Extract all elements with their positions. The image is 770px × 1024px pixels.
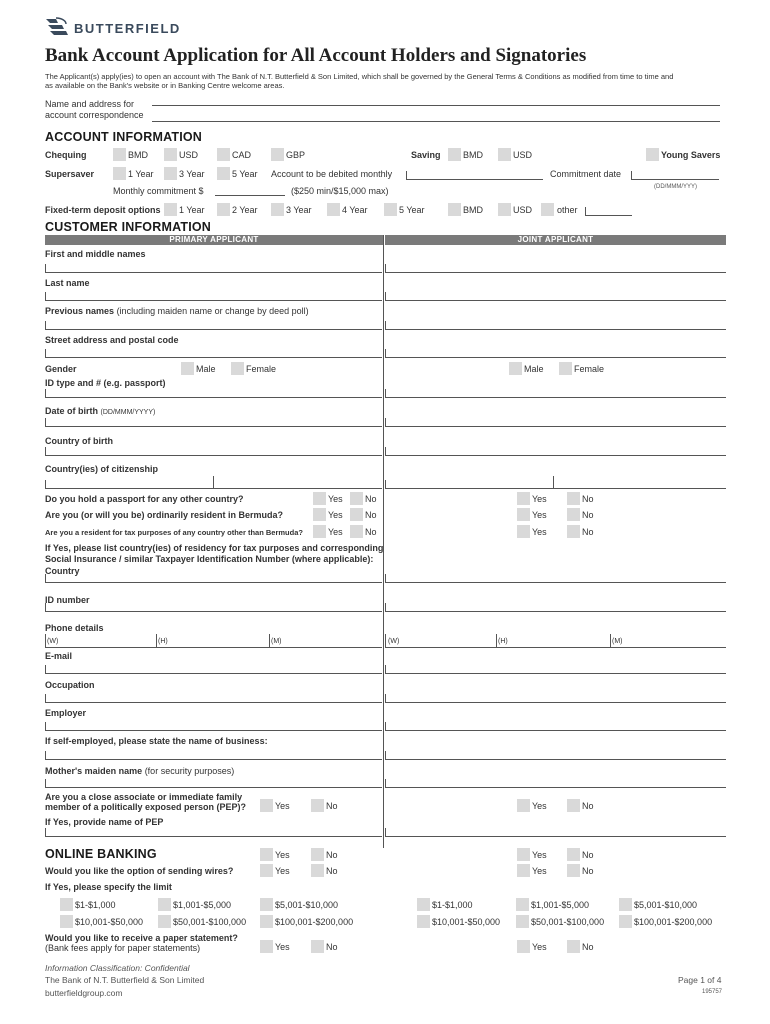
- supersaver-label: Supersaver: [45, 169, 95, 179]
- field-tick: [585, 207, 586, 215]
- joint-yes-checkbox[interactable]: [517, 508, 530, 521]
- joint-no-checkbox[interactable]: [567, 525, 580, 538]
- joint-field-tick: [385, 722, 386, 730]
- country-birth-label: Country of birth: [45, 436, 113, 446]
- primary-yes-checkbox[interactable]: [260, 848, 273, 861]
- joint-no-checkbox[interactable]: [567, 940, 580, 953]
- joint-field-3[interactable]: [385, 357, 726, 358]
- joint-limit-checkbox[interactable]: [417, 898, 430, 911]
- self-employed-label: If self-employed, please state the name of business:: [45, 736, 268, 746]
- primary-yes-checkbox[interactable]: [313, 492, 326, 505]
- fixed-2yr-checkbox[interactable]: [217, 203, 230, 216]
- primary-field-tick: [45, 722, 46, 730]
- primary-field-tick: [45, 574, 46, 582]
- primary-field-tick: [45, 751, 46, 759]
- joint-field-tick: [385, 480, 386, 488]
- joint-limit-checkbox[interactable]: [619, 898, 632, 911]
- primary-no-checkbox[interactable]: [311, 864, 324, 877]
- primary-yes-checkbox[interactable]: [260, 940, 273, 953]
- online-banking-heading: ONLINE BANKING: [45, 847, 157, 861]
- primary-field-12[interactable]: [45, 702, 382, 703]
- supersaver-3yr-label: 3 Year: [179, 169, 205, 179]
- primary-phone-w: (W): [47, 638, 59, 645]
- fixed-5yr-label: 5 Year: [399, 205, 425, 215]
- account-debited-field[interactable]: [406, 179, 543, 180]
- primary-field-13[interactable]: [45, 730, 382, 731]
- joint-limit-label: $50,001-$100,000: [531, 917, 605, 927]
- primary-limit-label: $10,001-$50,000: [75, 917, 144, 927]
- primary-field-tick: [45, 665, 46, 673]
- chequing-gbp-checkbox[interactable]: [271, 148, 284, 161]
- primary-field-tick: [45, 694, 46, 702]
- joint-field-10[interactable]: [385, 647, 726, 648]
- joint-no-label: No: [582, 527, 594, 537]
- chequing-cad-checkbox[interactable]: [217, 148, 230, 161]
- supersaver-1yr-checkbox[interactable]: [113, 167, 126, 180]
- joint-yes-checkbox[interactable]: [517, 848, 530, 861]
- tax-list-line2: Social Insurance / similar Taxpayer Identification Number (where applicable):: [45, 554, 374, 564]
- account-debited-label: Account to be debited monthly: [271, 169, 393, 179]
- primary-no-label: No: [365, 494, 377, 504]
- primary-no-checkbox[interactable]: [350, 525, 363, 538]
- joint-yes-label: Yes: [532, 942, 547, 952]
- primary-male-checkbox[interactable]: [181, 362, 194, 375]
- footer-code: 195757: [702, 989, 723, 995]
- joint-no-checkbox[interactable]: [567, 864, 580, 877]
- name-address-label-line2: account correspondence: [45, 110, 144, 120]
- joint-limit-label: $100,001-$200,000: [634, 917, 713, 927]
- primary-limit-label: $5,001-$10,000: [275, 900, 339, 910]
- joint-field-11[interactable]: [385, 673, 726, 674]
- fixed-4yr-checkbox[interactable]: [327, 203, 340, 216]
- customer-info-heading: CUSTOMER INFORMATION: [45, 220, 212, 234]
- limit-label: If Yes, please specify the limit: [45, 882, 172, 892]
- chequing-usd-label: USD: [179, 150, 199, 160]
- dob-format: (DD/MMM/YYYY): [100, 409, 156, 416]
- primary-field-2[interactable]: [45, 329, 382, 330]
- joint-field-tick: [385, 418, 386, 426]
- primary-field-9[interactable]: [45, 611, 382, 612]
- phone-divider: [610, 634, 611, 647]
- joint-field-tick: [385, 603, 386, 611]
- joint-yes-checkbox[interactable]: [517, 940, 530, 953]
- joint-field-5[interactable]: [385, 426, 726, 427]
- joint-field-tick: [385, 292, 386, 300]
- mothers-maiden-note: (for security purposes): [144, 766, 235, 776]
- saving-bmd-label: BMD: [463, 150, 483, 160]
- commitment-range-label: ($250 min/$15,000 max): [291, 186, 389, 196]
- primary-field-4[interactable]: [45, 397, 382, 398]
- supersaver-5yr-checkbox[interactable]: [217, 167, 230, 180]
- occupation-label: Occupation: [45, 680, 95, 690]
- primary-yes-checkbox[interactable]: [260, 864, 273, 877]
- primary-field-tick: [45, 779, 46, 787]
- joint-limit-checkbox[interactable]: [417, 915, 430, 928]
- joint-field-tick: [385, 694, 386, 702]
- joint-phone-h: (H): [498, 638, 508, 645]
- commitment-date-field[interactable]: [631, 179, 719, 180]
- phone-divider: [269, 634, 270, 647]
- primary-no-label: No: [326, 801, 338, 811]
- joint-no-label: No: [582, 801, 594, 811]
- fixed-other-label: other: [557, 205, 578, 215]
- column-divider: [383, 235, 384, 848]
- primary-no-label: No: [326, 850, 338, 860]
- name-address-field[interactable]: [152, 105, 720, 106]
- resident-question: Are you (or will you be) ordinarily resident in Bermuda?: [45, 510, 284, 520]
- phone-divider: [385, 634, 386, 647]
- supersaver-1yr-label: 1 Year: [128, 169, 154, 179]
- primary-limit-label: $1,001-$5,000: [173, 900, 232, 910]
- primary-field-8[interactable]: [45, 582, 382, 583]
- saving-label: Saving: [411, 150, 441, 160]
- primary-no-checkbox[interactable]: [311, 799, 324, 812]
- fixed-bmd-checkbox[interactable]: [448, 203, 461, 216]
- joint-no-label: No: [582, 866, 594, 876]
- joint-no-checkbox[interactable]: [567, 508, 580, 521]
- primary-field-10[interactable]: [45, 647, 382, 648]
- primary-yes-label: Yes: [275, 866, 290, 876]
- monthly-commitment-label: Monthly commitment $: [113, 186, 204, 196]
- fixed-other-checkbox[interactable]: [541, 203, 554, 216]
- citizenship-label: Country(ies) of citizenship: [45, 464, 159, 474]
- young-savers-checkbox[interactable]: [646, 148, 659, 161]
- primary-field-tick: [45, 321, 46, 329]
- primary-field-tick: [45, 349, 46, 357]
- joint-field-tick: [385, 389, 386, 397]
- chequing-bmd-checkbox[interactable]: [113, 148, 126, 161]
- primary-field-tick: [45, 447, 46, 455]
- joint-field-tick: [385, 665, 386, 673]
- fixed-3yr-label: 3 Year: [286, 205, 312, 215]
- primary-field-tick: [45, 389, 46, 397]
- passport-question: Do you hold a passport for any other country?: [45, 494, 244, 504]
- joint-limit-checkbox[interactable]: [619, 915, 632, 928]
- primary-yes-checkbox[interactable]: [313, 508, 326, 521]
- primary-yes-checkbox[interactable]: [260, 799, 273, 812]
- joint-male-label: Male: [524, 364, 544, 374]
- fixed-term-label: Fixed-term deposit options: [45, 205, 161, 215]
- primary-limit-checkbox[interactable]: [260, 898, 273, 911]
- mothers-maiden-text: Mother's maiden name: [45, 766, 143, 776]
- paper-question-line1: Would you like to receive a paper statement?: [45, 933, 238, 943]
- primary-limit-checkbox[interactable]: [260, 915, 273, 928]
- date-format-hint: (DD/MMM/YYY): [654, 184, 697, 190]
- footer-company: The Bank of N.T. Butterfield & Son Limited: [45, 975, 205, 985]
- primary-field-tick: [45, 418, 46, 426]
- citizenship-divider-primary: [213, 476, 214, 488]
- footer-page-number: Page 1 of 4: [678, 975, 722, 985]
- monthly-commitment-field[interactable]: [215, 195, 285, 196]
- joint-field-12[interactable]: [385, 702, 726, 703]
- fixed-2yr-label: 2 Year: [232, 205, 258, 215]
- primary-no-checkbox[interactable]: [311, 940, 324, 953]
- joint-limit-label: $1,001-$5,000: [531, 900, 590, 910]
- dob-text: Date of birth: [45, 406, 98, 416]
- joint-no-label: No: [582, 942, 594, 952]
- primary-female-label: Female: [246, 364, 277, 374]
- supersaver-5yr-label: 5 Year: [232, 169, 258, 179]
- joint-yes-checkbox[interactable]: [517, 864, 530, 877]
- joint-no-checkbox[interactable]: [567, 848, 580, 861]
- street-label: Street address and postal code: [45, 335, 179, 345]
- primary-field-6[interactable]: [45, 455, 382, 456]
- primary-limit-label: $1-$1,000: [75, 900, 116, 910]
- fixed-4yr-label: 4 Year: [342, 205, 368, 215]
- joint-yes-label: Yes: [532, 527, 547, 537]
- phone-divider: [156, 634, 157, 647]
- previous-names-note: (including maiden name or change by deed poll): [116, 306, 309, 316]
- joint-applicant-header: JOINT APPLICANT: [385, 235, 726, 245]
- primary-yes-label: Yes: [328, 494, 343, 504]
- joint-field-tick: [385, 349, 386, 357]
- primary-applicant-header: PRIMARY APPLICANT: [45, 235, 383, 245]
- joint-limit-label: $5,001-$10,000: [634, 900, 698, 910]
- joint-field-7[interactable]: [385, 488, 726, 489]
- primary-field-3[interactable]: [45, 357, 382, 358]
- field-tick: [631, 171, 632, 179]
- primary-field-tick: [45, 480, 46, 488]
- saving-bmd-checkbox[interactable]: [448, 148, 461, 161]
- joint-field-4[interactable]: [385, 397, 726, 398]
- joint-yes-checkbox[interactable]: [517, 525, 530, 538]
- intro-text-line2: as available on the Bank's website or in Banking Centre welcome areas.: [45, 81, 285, 90]
- commitment-date-label: Commitment date: [550, 169, 622, 179]
- joint-field-16[interactable]: [385, 836, 726, 837]
- primary-no-checkbox[interactable]: [311, 848, 324, 861]
- primary-field-tick: [45, 828, 46, 836]
- joint-no-label: No: [582, 510, 594, 520]
- joint-field-tick: [385, 574, 386, 582]
- tax-question: Are you a resident for tax purposes of any country other than Bermuda?: [45, 528, 303, 537]
- phone-divider: [45, 634, 46, 647]
- joint-yes-label: Yes: [532, 850, 547, 860]
- joint-phone-m: (M): [612, 638, 623, 645]
- primary-field-tick: [45, 603, 46, 611]
- joint-yes-checkbox[interactable]: [517, 799, 530, 812]
- joint-field-9[interactable]: [385, 611, 726, 612]
- primary-field-14[interactable]: [45, 759, 382, 760]
- primary-limit-label: $50,001-$100,000: [173, 917, 247, 927]
- joint-field-14[interactable]: [385, 759, 726, 760]
- primary-male-label: Male: [196, 364, 216, 374]
- joint-limit-label: $1-$1,000: [432, 900, 473, 910]
- fixed-usd-checkbox[interactable]: [498, 203, 511, 216]
- primary-phone-h: (H): [158, 638, 168, 645]
- country-label: Country: [45, 566, 80, 576]
- joint-field-tick: [385, 264, 386, 272]
- mothers-maiden-label: [45, 766, 234, 777]
- supersaver-3yr-checkbox[interactable]: [164, 167, 177, 180]
- primary-no-label: No: [326, 866, 338, 876]
- joint-male-checkbox[interactable]: [509, 362, 522, 375]
- primary-yes-label: Yes: [275, 801, 290, 811]
- primary-field-5[interactable]: [45, 426, 382, 427]
- primary-field-tick: [45, 292, 46, 300]
- wires-question: Would you like the option of sending wires?: [45, 866, 234, 876]
- primary-field-7[interactable]: [45, 488, 382, 489]
- joint-yes-checkbox[interactable]: [517, 492, 530, 505]
- primary-no-label: No: [326, 942, 338, 952]
- page-title: Bank Account Application for All Account Holders and Signatories: [45, 45, 587, 66]
- joint-no-label: No: [582, 850, 594, 860]
- id-number-label: ID number: [45, 595, 90, 605]
- tax-list-line1: If Yes, please list country(ies) of residency for tax purposes and corresponding: [45, 543, 384, 553]
- primary-limit-checkbox[interactable]: [60, 915, 73, 928]
- chequing-gbp-label: GBP: [286, 150, 306, 160]
- joint-field-8[interactable]: [385, 582, 726, 583]
- primary-phone-m: (M): [271, 638, 282, 645]
- joint-field-0[interactable]: [385, 272, 726, 273]
- joint-field-tick: [385, 447, 386, 455]
- joint-yes-label: Yes: [532, 866, 547, 876]
- primary-field-16[interactable]: [45, 836, 382, 837]
- gender-label: Gender: [45, 364, 77, 374]
- field-tick: [406, 171, 407, 179]
- primary-limit-checkbox[interactable]: [158, 915, 171, 928]
- fixed-usd-label: USD: [513, 205, 533, 215]
- butterfield-logo-icon: [44, 16, 70, 40]
- joint-limit-checkbox[interactable]: [516, 915, 529, 928]
- dob-label: [45, 406, 155, 418]
- joint-yes-label: Yes: [532, 510, 547, 520]
- footer-classification: Information Classification: Confidential: [45, 963, 190, 973]
- name-address-label-line1: Name and address for: [45, 99, 135, 109]
- pep-question-line2: member of a politically exposed person (PEP)?: [45, 802, 247, 812]
- saving-usd-label: USD: [513, 150, 533, 160]
- joint-female-checkbox[interactable]: [559, 362, 572, 375]
- paper-question-line2: (Bank fees apply for paper statements): [45, 943, 201, 953]
- pep-question-line1: Are you a close associate or immediate family: [45, 792, 243, 802]
- primary-field-tick: [45, 264, 46, 272]
- name-address-field-line2[interactable]: [152, 121, 720, 122]
- first-middle-label: First and middle names: [45, 249, 146, 259]
- saving-usd-checkbox[interactable]: [498, 148, 511, 161]
- joint-no-label: No: [582, 494, 594, 504]
- previous-names-text: Previous names: [45, 306, 115, 316]
- citizenship-divider-joint: [553, 476, 554, 488]
- primary-yes-label: Yes: [275, 942, 290, 952]
- intro-text-line1: The Applicant(s) apply(ies) to open an account with The Bank of N.T. Butterfield & Son Limited, which shall be governed by the General Terms & Conditions as modified from time to time and: [45, 72, 674, 81]
- primary-field-15[interactable]: [45, 787, 382, 788]
- primary-no-label: No: [365, 527, 377, 537]
- chequing-label: Chequing: [45, 150, 87, 160]
- fixed-bmd-label: BMD: [463, 205, 483, 215]
- joint-limit-label: $10,001-$50,000: [432, 917, 501, 927]
- primary-yes-label: Yes: [328, 527, 343, 537]
- primary-yes-label: Yes: [328, 510, 343, 520]
- chequing-usd-checkbox[interactable]: [164, 148, 177, 161]
- joint-field-6[interactable]: [385, 455, 726, 456]
- fixed-1yr-checkbox[interactable]: [164, 203, 177, 216]
- joint-field-15[interactable]: [385, 787, 726, 788]
- joint-female-label: Female: [574, 364, 605, 374]
- account-info-heading: ACCOUNT INFORMATION: [45, 130, 203, 144]
- primary-female-checkbox[interactable]: [231, 362, 244, 375]
- young-savers-label: Young Savers: [661, 150, 721, 160]
- primary-yes-label: Yes: [275, 850, 290, 860]
- joint-yes-label: Yes: [532, 801, 547, 811]
- email-label: E-mail: [45, 651, 73, 661]
- brand-name: BUTTERFIELD: [74, 21, 181, 36]
- joint-field-2[interactable]: [385, 329, 726, 330]
- joint-limit-checkbox[interactable]: [516, 898, 529, 911]
- joint-field-1[interactable]: [385, 300, 726, 301]
- joint-field-tick: [385, 751, 386, 759]
- id-type-label: ID type and # (e.g. passport): [45, 378, 166, 388]
- joint-no-checkbox[interactable]: [567, 492, 580, 505]
- employer-label: Employer: [45, 708, 87, 718]
- primary-field-1[interactable]: [45, 300, 382, 301]
- primary-yes-checkbox[interactable]: [313, 525, 326, 538]
- joint-field-tick: [385, 321, 386, 329]
- primary-no-checkbox[interactable]: [350, 492, 363, 505]
- phone-label: Phone details: [45, 623, 104, 633]
- primary-no-label: No: [365, 510, 377, 520]
- joint-phone-w: (W): [388, 638, 400, 645]
- joint-field-tick: [385, 828, 386, 836]
- last-name-label: Last name: [45, 278, 90, 288]
- chequing-bmd-label: BMD: [128, 150, 148, 160]
- joint-field-tick: [385, 779, 386, 787]
- fixed-3yr-checkbox[interactable]: [271, 203, 284, 216]
- primary-limit-checkbox[interactable]: [60, 898, 73, 911]
- primary-limit-label: $100,001-$200,000: [275, 917, 354, 927]
- joint-yes-label: Yes: [532, 494, 547, 504]
- joint-no-checkbox[interactable]: [567, 799, 580, 812]
- chequing-cad-label: CAD: [232, 150, 252, 160]
- pep-provide-label: If Yes, provide name of PEP: [45, 817, 164, 827]
- primary-field-11[interactable]: [45, 673, 382, 674]
- primary-limit-checkbox[interactable]: [158, 898, 171, 911]
- primary-no-checkbox[interactable]: [350, 508, 363, 521]
- joint-field-13[interactable]: [385, 730, 726, 731]
- previous-names-label: [45, 306, 309, 317]
- fixed-other-field[interactable]: [585, 215, 632, 216]
- fixed-5yr-checkbox[interactable]: [384, 203, 397, 216]
- footer-website: butterfieldgroup.com: [45, 988, 123, 998]
- primary-field-0[interactable]: [45, 272, 382, 273]
- fixed-1yr-label: 1 Year: [179, 205, 205, 215]
- phone-divider: [496, 634, 497, 647]
